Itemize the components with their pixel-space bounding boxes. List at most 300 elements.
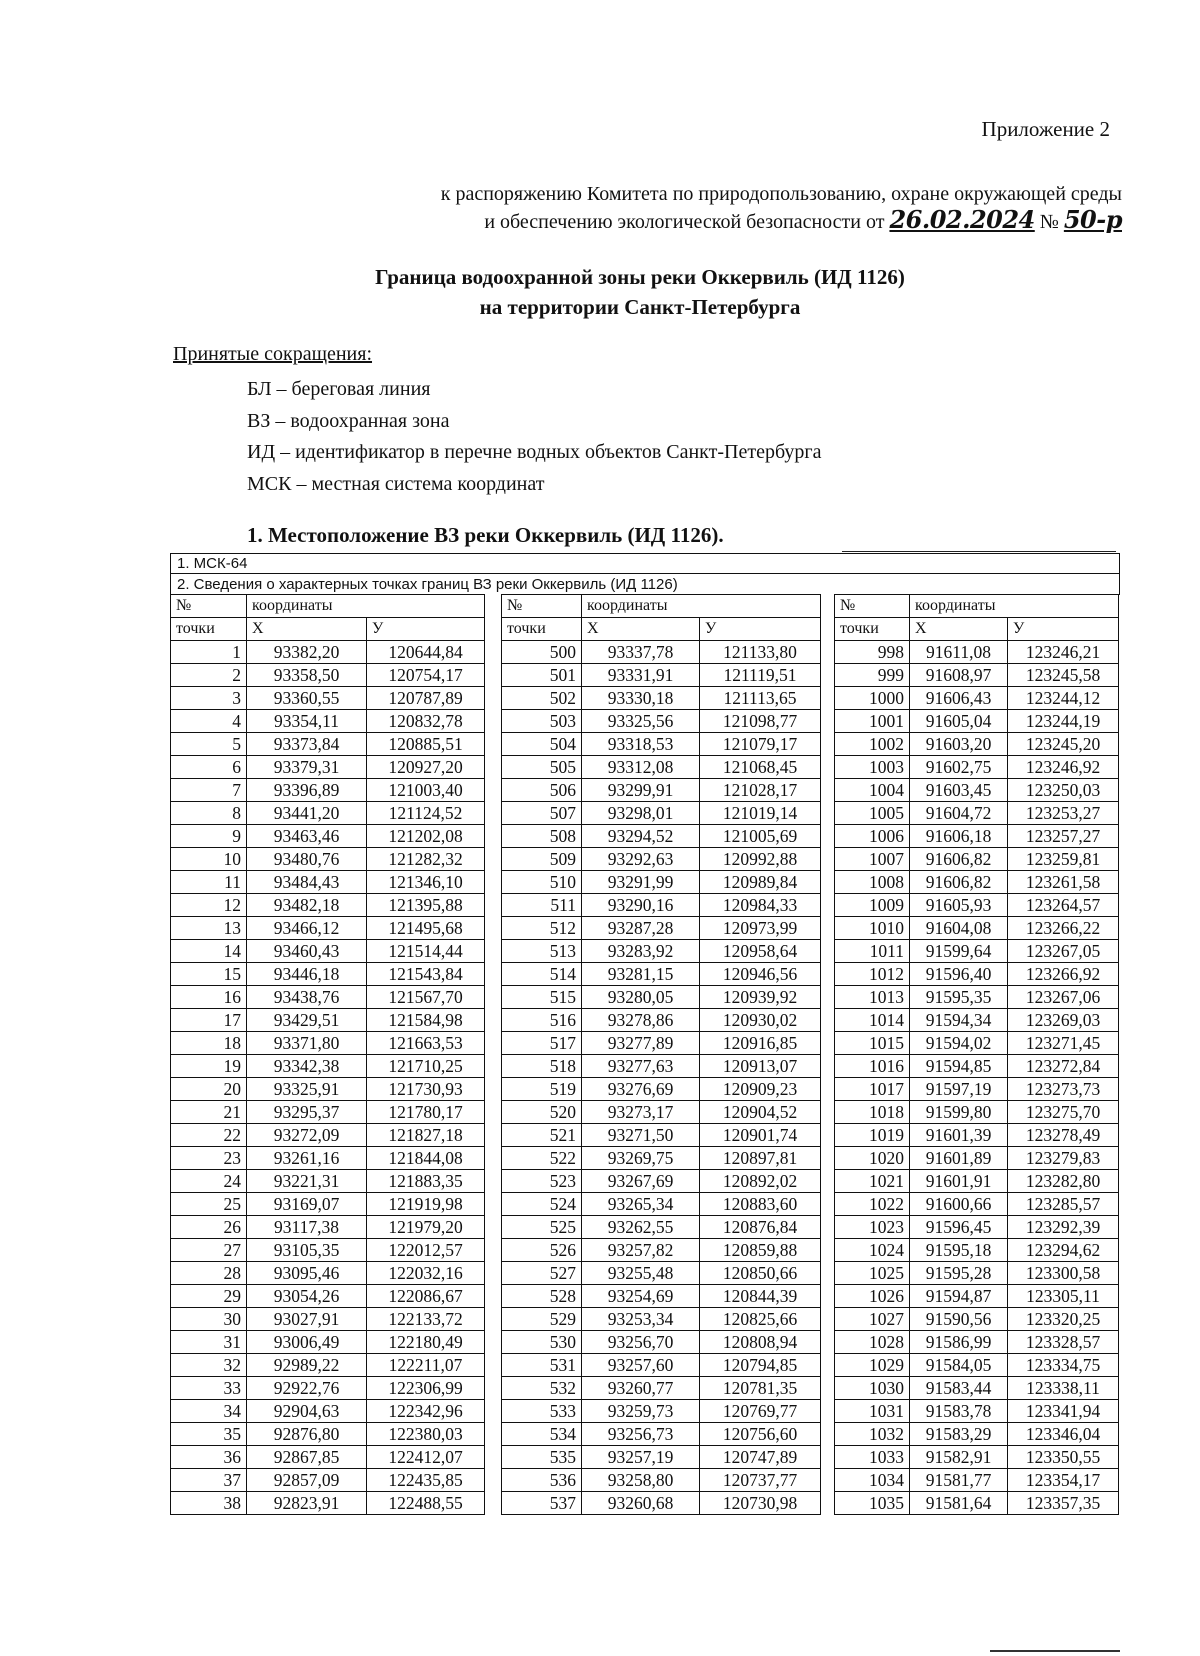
document-title — [0, 262, 1200, 322]
y-coordinate-cell: 121827,18 — [367, 1124, 485, 1147]
x-coordinate-cell: 93271,50 — [582, 1124, 700, 1147]
y-coordinate-cell: 120927,20 — [367, 756, 485, 779]
table-row — [171, 1308, 485, 1331]
table-row — [502, 1400, 821, 1423]
table-row — [171, 1124, 485, 1147]
y-coordinate-cell: 123245,58 — [1008, 664, 1119, 687]
x-coordinate-cell: 93463,46 — [247, 825, 367, 848]
x-coordinate-cell: 91606,43 — [910, 687, 1008, 710]
point-number-cell: 516 — [502, 1009, 582, 1032]
x-coordinate-cell: 93292,63 — [582, 848, 700, 871]
x-coordinate-cell: 93295,37 — [247, 1101, 367, 1124]
x-coordinate-cell: 91601,91 — [910, 1170, 1008, 1193]
table-row — [171, 1216, 485, 1239]
table-row — [835, 1193, 1119, 1216]
point-number-cell: 38 — [171, 1492, 247, 1515]
abbreviations-heading: Принятые сокращения: — [173, 343, 373, 365]
x-coordinate-cell: 93269,75 — [582, 1147, 700, 1170]
point-number-cell: 1004 — [835, 779, 910, 802]
x-coordinate-cell: 91602,75 — [910, 756, 1008, 779]
point-number-cell: 10 — [171, 848, 247, 871]
y-coordinate-cell: 123266,22 — [1008, 917, 1119, 940]
x-coordinate-cell: 93280,05 — [582, 986, 700, 1009]
x-coordinate-cell: 93291,99 — [582, 871, 700, 894]
y-coordinate-cell: 123245,20 — [1008, 733, 1119, 756]
x-coordinate-cell: 93290,16 — [582, 894, 700, 917]
x-coordinate-cell: 91606,82 — [910, 871, 1008, 894]
point-number-cell: 503 — [502, 710, 582, 733]
table-header-row — [502, 618, 821, 641]
table-row — [502, 664, 821, 687]
table-header-row — [171, 595, 485, 618]
y-coordinate-cell: 122180,49 — [367, 1331, 485, 1354]
table-row — [835, 1354, 1119, 1377]
point-number-cell: 1002 — [835, 733, 910, 756]
column-header-x: X — [247, 618, 367, 641]
point-number-cell: 1012 — [835, 963, 910, 986]
x-coordinate-cell: 93379,31 — [247, 756, 367, 779]
x-coordinate-cell: 93265,34 — [582, 1193, 700, 1216]
point-number-cell: 1020 — [835, 1147, 910, 1170]
abbreviation-item: ВЗ – водоохранная зона — [247, 409, 450, 432]
y-coordinate-cell: 120946,56 — [700, 963, 821, 986]
x-coordinate-cell: 93337,78 — [582, 641, 700, 664]
y-coordinate-cell: 121395,88 — [367, 894, 485, 917]
y-coordinate-cell: 123266,92 — [1008, 963, 1119, 986]
point-number-cell: 510 — [502, 871, 582, 894]
table-row — [171, 710, 485, 733]
table-row — [171, 1469, 485, 1492]
x-coordinate-cell: 93446,18 — [247, 963, 367, 986]
y-coordinate-cell: 121844,08 — [367, 1147, 485, 1170]
table-row — [835, 848, 1119, 871]
table-row — [171, 1400, 485, 1423]
y-coordinate-cell: 120930,02 — [700, 1009, 821, 1032]
y-coordinate-cell: 120808,94 — [700, 1331, 821, 1354]
x-coordinate-cell: 93325,56 — [582, 710, 700, 733]
point-number-cell: 1007 — [835, 848, 910, 871]
column-header-point: точки — [502, 618, 582, 641]
table-row — [502, 756, 821, 779]
coordinate-system: 1. МСК-64 — [171, 554, 1119, 574]
y-coordinate-cell: 122211,07 — [367, 1354, 485, 1377]
point-number-cell: 502 — [502, 687, 582, 710]
x-coordinate-cell: 93262,55 — [582, 1216, 700, 1239]
x-coordinate-cell: 93117,38 — [247, 1216, 367, 1239]
point-number-cell: 1010 — [835, 917, 910, 940]
coordinates-table — [501, 594, 821, 1515]
y-coordinate-cell: 121663,53 — [367, 1032, 485, 1055]
y-coordinate-cell: 120859,88 — [700, 1239, 821, 1262]
table-row — [835, 1147, 1119, 1170]
x-coordinate-cell: 93260,68 — [582, 1492, 700, 1515]
y-coordinate-cell: 121514,44 — [367, 940, 485, 963]
point-number-cell: 1011 — [835, 940, 910, 963]
section-underline — [842, 551, 1116, 552]
x-coordinate-cell: 93273,17 — [582, 1101, 700, 1124]
table-row — [171, 894, 485, 917]
x-coordinate-cell: 93277,63 — [582, 1055, 700, 1078]
x-coordinate-cell: 93281,15 — [582, 963, 700, 986]
table-row — [835, 756, 1119, 779]
table-subheading: 2. Сведения о характерных точках границ ВЗ реки Оккервиль (ИД 1126) — [177, 576, 678, 593]
table-row — [171, 1078, 485, 1101]
y-coordinate-cell: 120992,88 — [700, 848, 821, 871]
x-coordinate-cell: 93438,76 — [247, 986, 367, 1009]
y-coordinate-cell: 123272,84 — [1008, 1055, 1119, 1078]
x-coordinate-cell: 93358,50 — [247, 664, 367, 687]
x-coordinate-cell: 93006,49 — [247, 1331, 367, 1354]
y-coordinate-cell: 123275,70 — [1008, 1101, 1119, 1124]
y-coordinate-cell: 122488,55 — [367, 1492, 485, 1515]
table-row — [171, 986, 485, 1009]
y-coordinate-cell: 123357,35 — [1008, 1492, 1119, 1515]
y-coordinate-cell: 122435,85 — [367, 1469, 485, 1492]
table-row — [502, 641, 821, 664]
x-coordinate-cell: 92904,63 — [247, 1400, 367, 1423]
order-number: 50-р — [1063, 205, 1122, 234]
column-header-number: № — [835, 595, 910, 618]
point-number-cell: 15 — [171, 963, 247, 986]
table-row — [171, 779, 485, 802]
x-coordinate-cell: 91605,93 — [910, 894, 1008, 917]
table-row — [835, 664, 1119, 687]
table-row — [502, 1262, 821, 1285]
column-header-coordinates: координаты — [582, 595, 821, 618]
point-number-cell: 1023 — [835, 1216, 910, 1239]
x-coordinate-cell: 93354,11 — [247, 710, 367, 733]
point-number-cell: 1029 — [835, 1354, 910, 1377]
point-number-cell: 35 — [171, 1423, 247, 1446]
y-coordinate-cell: 121543,84 — [367, 963, 485, 986]
y-coordinate-cell: 123244,12 — [1008, 687, 1119, 710]
x-coordinate-cell: 91595,28 — [910, 1262, 1008, 1285]
x-coordinate-cell: 91586,99 — [910, 1331, 1008, 1354]
y-coordinate-cell: 120825,66 — [700, 1308, 821, 1331]
table-row — [502, 1354, 821, 1377]
y-coordinate-cell: 123354,17 — [1008, 1469, 1119, 1492]
coordinates-table — [170, 594, 485, 1515]
x-coordinate-cell: 91597,19 — [910, 1078, 1008, 1101]
y-coordinate-cell: 120984,33 — [700, 894, 821, 917]
y-coordinate-cell: 123278,49 — [1008, 1124, 1119, 1147]
point-number-cell: 513 — [502, 940, 582, 963]
point-number-cell: 1028 — [835, 1331, 910, 1354]
table-row — [502, 1101, 821, 1124]
point-number-cell: 1018 — [835, 1101, 910, 1124]
table-row — [502, 1492, 821, 1515]
x-coordinate-cell: 93260,77 — [582, 1377, 700, 1400]
x-coordinate-cell: 93169,07 — [247, 1193, 367, 1216]
point-number-cell: 526 — [502, 1239, 582, 1262]
x-coordinate-cell: 91606,82 — [910, 848, 1008, 871]
table-row — [835, 1469, 1119, 1492]
y-coordinate-cell: 120958,64 — [700, 940, 821, 963]
y-coordinate-cell: 120876,84 — [700, 1216, 821, 1239]
point-number-cell: 16 — [171, 986, 247, 1009]
point-number-cell: 28 — [171, 1262, 247, 1285]
x-coordinate-cell: 93318,53 — [582, 733, 700, 756]
table-row — [835, 986, 1119, 1009]
order-reference — [0, 181, 1122, 235]
x-coordinate-cell: 93298,01 — [582, 802, 700, 825]
x-coordinate-cell: 92857,09 — [247, 1469, 367, 1492]
x-coordinate-cell: 93396,89 — [247, 779, 367, 802]
x-coordinate-cell: 93261,16 — [247, 1147, 367, 1170]
table-row — [502, 1446, 821, 1469]
y-coordinate-cell: 122012,57 — [367, 1239, 485, 1262]
point-number-cell: 1013 — [835, 986, 910, 1009]
point-number-cell: 23 — [171, 1147, 247, 1170]
y-coordinate-cell: 123294,62 — [1008, 1239, 1119, 1262]
abbreviation-item: БЛ – береговая линия — [247, 378, 431, 400]
x-coordinate-cell: 93276,69 — [582, 1078, 700, 1101]
y-coordinate-cell: 121019,14 — [700, 802, 821, 825]
y-coordinate-cell: 121003,40 — [367, 779, 485, 802]
table-row — [835, 1124, 1119, 1147]
y-coordinate-cell: 120892,02 — [700, 1170, 821, 1193]
table-header-row — [835, 618, 1119, 641]
y-coordinate-cell: 121068,45 — [700, 756, 821, 779]
x-coordinate-cell: 93325,91 — [247, 1078, 367, 1101]
point-number-cell: 999 — [835, 664, 910, 687]
y-coordinate-cell: 123282,80 — [1008, 1170, 1119, 1193]
table-row — [835, 1446, 1119, 1469]
table-row — [171, 1492, 485, 1515]
x-coordinate-cell: 93027,91 — [247, 1308, 367, 1331]
x-coordinate-cell: 91581,64 — [910, 1492, 1008, 1515]
point-number-cell: 12 — [171, 894, 247, 917]
x-coordinate-cell: 92823,91 — [247, 1492, 367, 1515]
point-number-cell: 1024 — [835, 1239, 910, 1262]
y-coordinate-cell: 121567,70 — [367, 986, 485, 1009]
table-row — [171, 1009, 485, 1032]
table-row — [835, 1377, 1119, 1400]
table-row — [835, 825, 1119, 848]
table-row — [171, 1239, 485, 1262]
x-coordinate-cell: 93283,92 — [582, 940, 700, 963]
x-coordinate-cell: 91583,29 — [910, 1423, 1008, 1446]
x-coordinate-cell: 91594,02 — [910, 1032, 1008, 1055]
y-coordinate-cell: 122032,16 — [367, 1262, 485, 1285]
table-row — [171, 1377, 485, 1400]
y-coordinate-cell: 121780,17 — [367, 1101, 485, 1124]
y-coordinate-cell: 122380,03 — [367, 1423, 485, 1446]
x-coordinate-cell: 93441,20 — [247, 802, 367, 825]
y-coordinate-cell: 121919,98 — [367, 1193, 485, 1216]
point-number-cell: 24 — [171, 1170, 247, 1193]
y-coordinate-cell: 120844,39 — [700, 1285, 821, 1308]
point-number-cell: 525 — [502, 1216, 582, 1239]
table-row — [835, 1285, 1119, 1308]
y-coordinate-cell: 123273,73 — [1008, 1078, 1119, 1101]
point-number-cell: 509 — [502, 848, 582, 871]
table-header-row — [502, 595, 821, 618]
order-line-2 — [0, 207, 1122, 235]
x-coordinate-cell: 93480,76 — [247, 848, 367, 871]
point-number-cell: 1030 — [835, 1377, 910, 1400]
x-coordinate-cell: 93277,89 — [582, 1032, 700, 1055]
point-number-cell: 11 — [171, 871, 247, 894]
table-row — [171, 940, 485, 963]
table-row — [502, 1423, 821, 1446]
y-coordinate-cell: 123338,11 — [1008, 1377, 1119, 1400]
column-header-x: X — [582, 618, 700, 641]
y-coordinate-cell: 120901,74 — [700, 1124, 821, 1147]
x-coordinate-cell: 91596,40 — [910, 963, 1008, 986]
x-coordinate-cell: 93259,73 — [582, 1400, 700, 1423]
title-line-1: Граница водоохранной зоны реки Оккервиль (ИД 1126) — [375, 265, 905, 289]
x-coordinate-cell: 93258,80 — [582, 1469, 700, 1492]
x-coordinate-cell: 93272,09 — [247, 1124, 367, 1147]
table-row — [835, 963, 1119, 986]
x-coordinate-cell: 93294,52 — [582, 825, 700, 848]
table-row — [835, 1308, 1119, 1331]
order-line-2-text: и обеспечению экологической безопасности от — [484, 211, 885, 233]
y-coordinate-cell: 122306,99 — [367, 1377, 485, 1400]
column-header-number: № — [502, 595, 582, 618]
column-header-y: У — [700, 618, 821, 641]
table-row — [171, 756, 485, 779]
footer-rule — [990, 1650, 1120, 1652]
table-row — [835, 779, 1119, 802]
point-number-cell: 1 — [171, 641, 247, 664]
y-coordinate-cell: 123334,75 — [1008, 1354, 1119, 1377]
point-number-cell: 32 — [171, 1354, 247, 1377]
point-number-cell: 523 — [502, 1170, 582, 1193]
column-header-x: X — [910, 618, 1008, 641]
table-header-row — [835, 595, 1119, 618]
y-coordinate-cell: 121710,25 — [367, 1055, 485, 1078]
table-row — [835, 871, 1119, 894]
table-row — [171, 1055, 485, 1078]
column-header-y: У — [367, 618, 485, 641]
point-number-cell: 514 — [502, 963, 582, 986]
point-number-cell: 20 — [171, 1078, 247, 1101]
x-coordinate-cell: 93429,51 — [247, 1009, 367, 1032]
column-header-point: точки — [835, 618, 910, 641]
y-coordinate-cell: 120913,07 — [700, 1055, 821, 1078]
x-coordinate-cell: 91599,80 — [910, 1101, 1008, 1124]
table-row — [835, 917, 1119, 940]
table-row — [502, 1147, 821, 1170]
abbreviations-list — [247, 374, 821, 500]
table-header-frame — [170, 553, 1120, 595]
x-coordinate-cell: 91604,72 — [910, 802, 1008, 825]
y-coordinate-cell: 121979,20 — [367, 1216, 485, 1239]
table-row — [502, 1170, 821, 1193]
point-number-cell: 1006 — [835, 825, 910, 848]
point-number-cell: 522 — [502, 1147, 582, 1170]
point-number-cell: 1021 — [835, 1170, 910, 1193]
table-row — [502, 1078, 821, 1101]
point-number-cell: 515 — [502, 986, 582, 1009]
x-coordinate-cell: 91601,39 — [910, 1124, 1008, 1147]
point-number-cell: 1009 — [835, 894, 910, 917]
point-number-cell: 1027 — [835, 1308, 910, 1331]
x-coordinate-cell: 91594,87 — [910, 1285, 1008, 1308]
y-coordinate-cell: 121495,68 — [367, 917, 485, 940]
point-number-cell: 1016 — [835, 1055, 910, 1078]
table-row — [171, 1446, 485, 1469]
y-coordinate-cell: 121202,08 — [367, 825, 485, 848]
table-row — [502, 1285, 821, 1308]
table-row — [835, 1055, 1119, 1078]
x-coordinate-cell: 93484,43 — [247, 871, 367, 894]
x-coordinate-cell: 93256,70 — [582, 1331, 700, 1354]
x-coordinate-cell: 93257,19 — [582, 1446, 700, 1469]
y-coordinate-cell: 123246,92 — [1008, 756, 1119, 779]
y-coordinate-cell: 120781,35 — [700, 1377, 821, 1400]
x-coordinate-cell: 93278,86 — [582, 1009, 700, 1032]
x-coordinate-cell: 93256,73 — [582, 1423, 700, 1446]
x-coordinate-cell: 91596,45 — [910, 1216, 1008, 1239]
table-row — [835, 894, 1119, 917]
y-coordinate-cell: 123257,27 — [1008, 825, 1119, 848]
y-coordinate-cell: 120939,92 — [700, 986, 821, 1009]
point-number-cell: 8 — [171, 802, 247, 825]
point-number-cell: 1015 — [835, 1032, 910, 1055]
order-date: 26.02.2024 — [889, 205, 1035, 234]
column-header-number: № — [171, 595, 247, 618]
y-coordinate-cell: 123264,57 — [1008, 894, 1119, 917]
y-coordinate-cell: 120644,84 — [367, 641, 485, 664]
table-row — [835, 1239, 1119, 1262]
table-row — [835, 940, 1119, 963]
table-row — [835, 1032, 1119, 1055]
table-row — [835, 641, 1119, 664]
table-row — [171, 664, 485, 687]
table-row — [502, 1308, 821, 1331]
table-row — [835, 1101, 1119, 1124]
point-number-cell: 1034 — [835, 1469, 910, 1492]
table-row — [502, 1469, 821, 1492]
point-number-cell: 529 — [502, 1308, 582, 1331]
table-row — [502, 1055, 821, 1078]
x-coordinate-cell: 91594,34 — [910, 1009, 1008, 1032]
point-number-cell: 9 — [171, 825, 247, 848]
column-header-coordinates: координаты — [910, 595, 1119, 618]
point-number-cell: 1026 — [835, 1285, 910, 1308]
table-row — [171, 802, 485, 825]
table-row — [835, 1423, 1119, 1446]
y-coordinate-cell: 121119,51 — [700, 664, 821, 687]
point-number-cell: 19 — [171, 1055, 247, 1078]
table-row — [171, 1423, 485, 1446]
point-number-cell: 21 — [171, 1101, 247, 1124]
x-coordinate-cell: 93331,91 — [582, 664, 700, 687]
table-row — [502, 1377, 821, 1400]
x-coordinate-cell: 93105,35 — [247, 1239, 367, 1262]
table-row — [835, 1009, 1119, 1032]
x-coordinate-cell: 93095,46 — [247, 1262, 367, 1285]
point-number-cell: 17 — [171, 1009, 247, 1032]
x-coordinate-cell: 91581,77 — [910, 1469, 1008, 1492]
point-number-cell: 1005 — [835, 802, 910, 825]
x-coordinate-cell: 91595,18 — [910, 1239, 1008, 1262]
y-coordinate-cell: 121282,32 — [367, 848, 485, 871]
x-coordinate-cell: 93254,69 — [582, 1285, 700, 1308]
table-row — [835, 1400, 1119, 1423]
x-coordinate-cell: 93382,20 — [247, 641, 367, 664]
table-row — [171, 1285, 485, 1308]
point-number-cell: 521 — [502, 1124, 582, 1147]
table-row — [502, 940, 821, 963]
x-coordinate-cell: 93373,84 — [247, 733, 367, 756]
y-coordinate-cell: 120909,23 — [700, 1078, 821, 1101]
x-coordinate-cell: 91603,45 — [910, 779, 1008, 802]
point-number-cell: 22 — [171, 1124, 247, 1147]
